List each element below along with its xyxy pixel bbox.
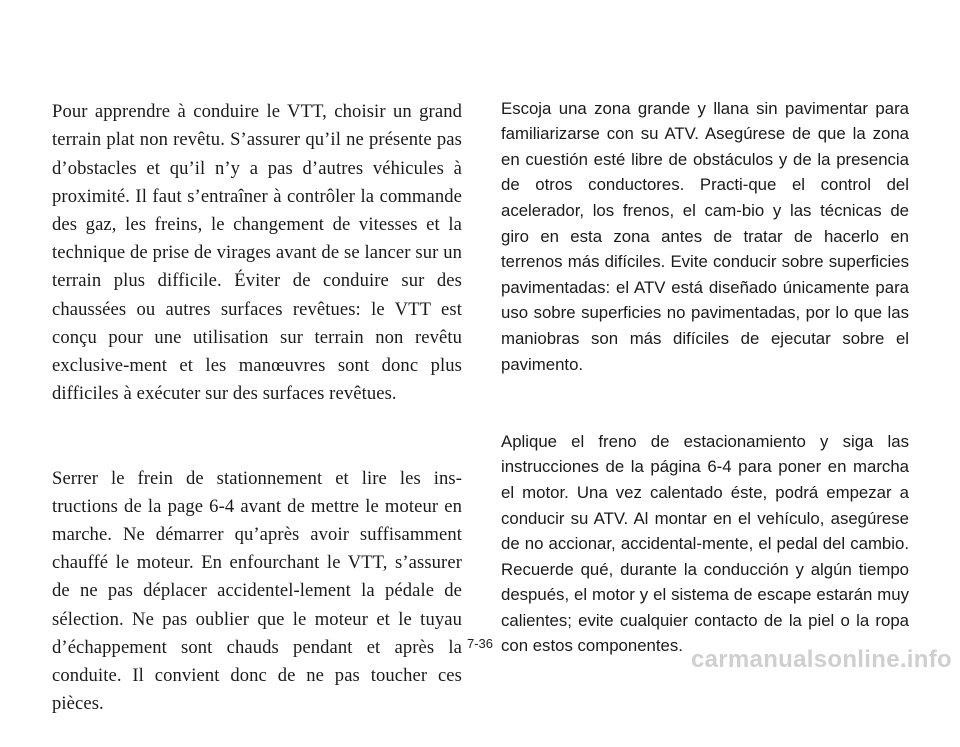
spanish-paragraph-1: Escoja una zona grande y llana sin pavimentar para familiarizarse con su ATV. Asegúrese de que la zona en cuestión esté libre de obstáculos y de la presencia de otros conductores. Practi-que el control del acelerador, los frenos, el cam-bio y las técnicas de giro en esta zona antes de tratar de hacerlo en terrenos más difíciles. Evite conducir sobre superficies pavimentadas: el ATV está diseñado únicamente para uso sobre superficies no pavimentadas, por lo que las maniobras son más difíciles de ejecutar sobre el pavimento. bbox=[501, 98, 909, 374]
spanish-paragraph-2: Aplique el freno de estacionamiento y siga las instrucciones de la página 6-4 para poner en marcha el motor. Una vez calentado éste, podrá empezar a conducir su ATV. Al montar en el vehículo, asegúrese de no accionar, accidental-mente, el pedal del cambio. Recuerde qué, durante la conducción y algún tiempo después, el motor y el sistema de escape estarán muy calientes; evite cualquier contacto de la piel o la ropa con estos componentes. bbox=[501, 431, 909, 656]
french-paragraph-1: Pour apprendre à conduire le VTT, choisir un grand terrain plat non revêtu. S’assurer qu’il ne présente pas d’obstacles et qu’il n’y a pas d’autres véhicules à proximité. Il faut s’entraîner à contrôler la commande des gaz, les freins, le changement de vitesses et la technique de prise de virages avant de se lancer sur un terrain plus difficile. Éviter de conduire sur des chaussées ou autres surfaces revêtues: le VTT est conçu pour une utilisation sur terrain non revêtu exclusive-ment et les manœuvres sont donc plus difficiles à exécuter sur des surfaces revêtues. bbox=[52, 101, 462, 405]
french-paragraph-2: Serrer le frein de stationnement et lire les ins-tructions de la page 6-4 avant de mettre le moteur en marche. Ne démarrer qu’après avoir suffisamment chauffé le moteur. En enfourchant le VTT, s’assurer de ne pas déplacer accidentel-lement la pédale de sélection. Ne pas oublier que le moteur et le tuyau d’échappement sont chauds pendant et après la conduite. Il convient donc de ne pas toucher ces pièces. bbox=[52, 467, 462, 715]
page-number: 7-36 bbox=[466, 636, 494, 651]
watermark: carmanualsonline.info bbox=[690, 646, 952, 673]
spanish-column bbox=[501, 70, 909, 685]
